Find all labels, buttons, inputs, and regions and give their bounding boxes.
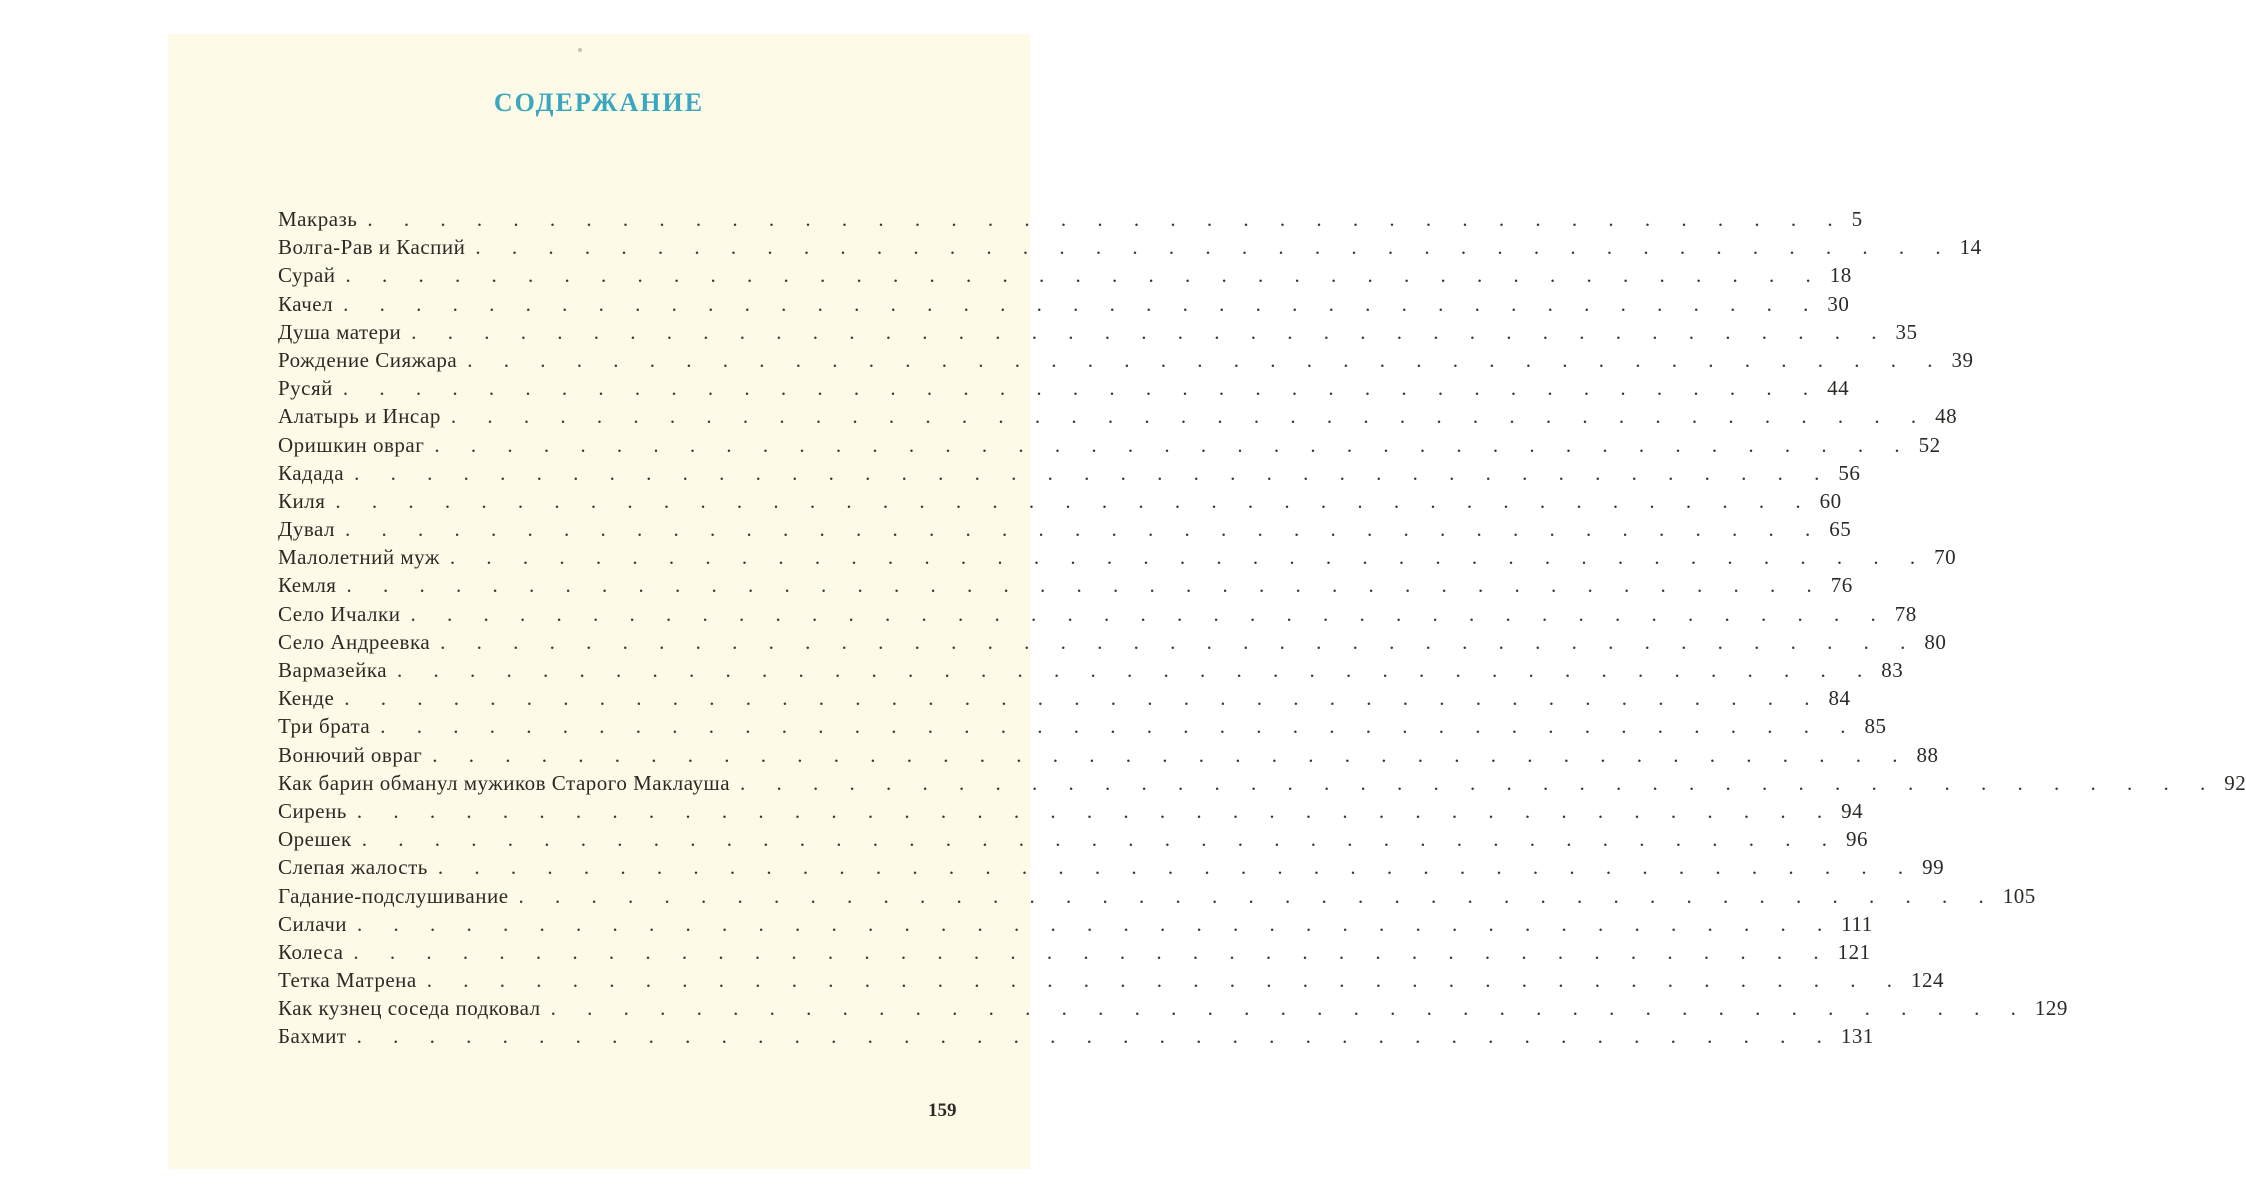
dot-leader: . . . . . . . . . . . . . . . . . . . . . . . . . . . . . . . . . . . . . . . . .	[740, 770, 2219, 795]
toc-entry[interactable]	[278, 235, 1982, 263]
toc-entry-title: Сирень	[278, 798, 347, 823]
toc-entry-page: 131	[1840, 1024, 1874, 1049]
toc-entry[interactable]	[278, 939, 1871, 968]
toc-entry-title: Село Андреевка	[278, 629, 431, 654]
toc-entry-page: 80	[1924, 629, 1947, 654]
toc-entry-page: 56	[1838, 460, 1861, 485]
toc-entry[interactable]	[278, 742, 1939, 771]
toc-entry-page: 35	[1895, 319, 1918, 344]
dot-leader: . . . . . . . . . . . . . . . . . . . . . . . . . . . . . . . . . . . . . . . . .	[335, 488, 1814, 513]
toc-entry-title: Дувал	[278, 517, 335, 542]
toc-entry-title: Орешек	[278, 827, 352, 852]
toc-entry-page: 65	[1829, 517, 1852, 542]
dot-leader: . . . . . . . . . . . . . . . . . . . . . . . . . . . . . . . . . . . . . . . . .	[343, 291, 1822, 316]
toc-entry-page: 94	[1841, 798, 1864, 823]
page-title: СОДЕРЖАНИЕ	[493, 88, 705, 117]
dot-leader: . . . . . . . . . . . . . . . . . . . . . . . . . . . . . . . . . . . . . . . . .	[411, 319, 1890, 344]
toc-entry-title: Как кузнец соседа подковал	[278, 996, 541, 1021]
dot-leader: . . . . . . . . . . . . . . . . . . . . . . . . . . . . . . . . . . . . . . . . .	[356, 1024, 1835, 1049]
toc-entry[interactable]	[278, 263, 1852, 291]
toc-entry[interactable]	[278, 488, 1842, 517]
dot-leader: . . . . . . . . . . . . . . . . . . . . . . . . . . . . . . . . . . . . . . . . .	[550, 996, 2029, 1021]
dot-leader: . . . . . . . . . . . . . . . . . . . . . . . . . . . . . . . . . . . . . . . . .	[353, 939, 1832, 964]
toc-entry-title: Алатырь и Инсар	[278, 404, 441, 429]
toc-entry-page: 60	[1819, 488, 1842, 513]
toc-entry-page: 92	[2224, 770, 2246, 795]
toc-entry-title: Киля	[278, 488, 326, 513]
toc-entry[interactable]	[278, 770, 2246, 799]
dot-leader: . . . . . . . . . . . . . . . . . . . . . . . . . . . . . . . . . . . . . . . . .	[345, 263, 1824, 288]
dot-leader: . . . . . . . . . . . . . . . . . . . . . . . . . . . . . . . . . . . . . . . . .	[426, 968, 1905, 993]
toc-entry[interactable]	[278, 207, 1863, 235]
toc-entry-page: 70	[1934, 545, 1957, 570]
toc-entry-page: 76	[1830, 573, 1853, 598]
toc-entry-title: Как барин обманул мужиков Старого Маклауша	[278, 770, 731, 795]
table-of-contents	[278, 207, 2246, 1053]
toc-entry-page: 84	[1828, 686, 1851, 711]
toc-entry-title: Волга-Рав и Каспий	[278, 235, 466, 260]
dot-leader: . . . . . . . . . . . . . . . . . . . . . . . . . . . . . . . . . . . . . . . . .	[356, 798, 1836, 823]
book-page	[168, 34, 2246, 1169]
toc-entry-page: 85	[1864, 714, 1887, 739]
toc-entry-page: 5	[1851, 207, 1863, 231]
toc-entry[interactable]	[278, 347, 1974, 376]
toc-entry[interactable]	[278, 517, 1852, 545]
toc-entry-page: 111	[1841, 911, 1873, 936]
dot-leader: . . . . . . . . . . . . . . . . . . . . . . . . . . . . . . . . . . . . . . . . .	[357, 911, 1836, 936]
dot-leader: . . . . . . . . . . . . . . . . . . . . . . . . . . . . . . . . . . . . . . . . .	[342, 376, 1822, 401]
dot-leader: . . . . . . . . . . . . . . . . . . . . . . . . . . . . . . . . . . . . . . . . .	[367, 207, 1846, 231]
toc-entry-title: Колеса	[278, 939, 344, 964]
dot-leader: . . . . . . . . . . . . . . . . . . . . . . . . . . . . . . . . . . . . . . . . .	[344, 517, 1824, 542]
dot-leader: . . . . . . . . . . . . . . . . . . . . . . . . . . . . . . . . . . . . . . . . .	[380, 714, 1859, 739]
toc-entry[interactable]	[278, 883, 2036, 912]
toc-entry-page: 88	[1916, 742, 1939, 767]
toc-entry[interactable]	[278, 319, 1918, 348]
toc-entry-page: 83	[1881, 658, 1904, 682]
toc-entry[interactable]	[278, 798, 1864, 827]
dot-leader: . . . . . . . . . . . . . . . . . . . . . . . . . . . . . . . . . . . . . . . . .	[437, 855, 1917, 880]
paper-speck	[578, 48, 582, 52]
toc-entry[interactable]	[278, 601, 1917, 630]
toc-entry[interactable]	[278, 968, 1944, 996]
toc-entry-page: 99	[1922, 855, 1945, 880]
toc-entry-title: Кемля	[278, 573, 337, 598]
toc-entry-title: Душа матери	[278, 319, 402, 344]
toc-entry-page: 124	[1911, 968, 1944, 993]
toc-entry-title: Русяй	[278, 376, 333, 401]
toc-entry[interactable]	[278, 1024, 1874, 1052]
toc-entry[interactable]	[278, 404, 1958, 432]
toc-entry-page: 48	[1935, 404, 1958, 429]
toc-entry[interactable]	[278, 573, 1853, 601]
toc-entry-title: Оришкин овраг	[278, 432, 425, 457]
dot-leader: . . . . . . . . . . . . . . . . . . . . . . . . . . . . . . . . . . . . . . . . .	[475, 235, 1954, 260]
toc-entry-page: 129	[2034, 996, 2068, 1021]
toc-entry-page: 44	[1827, 376, 1850, 401]
toc-entry[interactable]	[278, 629, 1947, 658]
dot-leader: . . . . . . . . . . . . . . . . . . . . . . . . . . . . . . . . . . . . . . . . .	[518, 883, 1997, 908]
toc-entry-title: Рождение Сияжара	[278, 347, 458, 372]
dot-leader: . . . . . . . . . . . . . . . . . . . . . . . . . . . . . . . . . . . . . . . . .	[354, 460, 1833, 485]
dot-leader: . . . . . . . . . . . . . . . . . . . . . . . . . . . . . . . . . . . . . . . . .	[440, 629, 1919, 654]
toc-entry[interactable]	[278, 827, 1868, 855]
toc-entry-title: Бахмит	[278, 1024, 347, 1049]
toc-entry-title: Малолетний муж	[278, 545, 440, 570]
toc-entry[interactable]	[278, 460, 1861, 489]
toc-entry-page: 78	[1894, 601, 1917, 626]
toc-entry-title: Кенде	[278, 686, 335, 711]
toc-entry-page: 30	[1827, 291, 1850, 316]
dot-leader: . . . . . . . . . . . . . . . . . . . . . . . . . . . . . . . . . . . . . . . . .	[432, 742, 1911, 767]
toc-entry-title: Три брата	[278, 714, 371, 739]
dot-leader: . . . . . . . . . . . . . . . . . . . . . . . . . . . . . . . . . . . . . . . . .	[449, 545, 1929, 570]
toc-entry-page: 14	[1959, 235, 1982, 260]
dot-leader: . . . . . . . . . . . . . . . . . . . . . . . . . . . . . . . . . . . . . . . . .	[344, 686, 1823, 711]
toc-entry-page: 105	[2002, 883, 2036, 908]
dot-leader: . . . . . . . . . . . . . . . . . . . . . . . . . . . . . . . . . . . . . . . . .	[361, 827, 1840, 852]
toc-entry-title: Вонючий овраг	[278, 742, 423, 767]
dot-leader: . . . . . . . . . . . . . . . . . . . . . . . . . . . . . . . . . . . . . . . . .	[410, 601, 1889, 626]
toc-entry-title: Силачи	[278, 911, 348, 936]
dot-leader: . . . . . . . . . . . . . . . . . . . . . . . . . . . . . . . . . . . . . . . . .	[450, 404, 1930, 429]
toc-entry-title: Гадание-подслушивание	[278, 883, 509, 908]
toc-entry[interactable]	[278, 376, 1850, 404]
dot-leader: . . . . . . . . . . . . . . . . . . . . . . . . . . . . . . . . . . . . . . . . .	[346, 573, 1825, 598]
toc-entry[interactable]	[278, 658, 1904, 686]
toc-entry[interactable]	[278, 545, 1957, 573]
toc-entry-page: 18	[1829, 263, 1852, 288]
page-number: 159	[928, 1100, 957, 1121]
toc-entry[interactable]	[278, 996, 2068, 1024]
toc-entry-page: 52	[1918, 432, 1941, 457]
toc-entry-title: Сурай	[278, 263, 336, 288]
toc-entry[interactable]	[278, 911, 1873, 940]
toc-entry-title: Макразь	[278, 207, 358, 231]
dot-leader: . . . . . . . . . . . . . . . . . . . . . . . . . . . . . . . . . . . . . . . . .	[434, 432, 1913, 457]
toc-entry[interactable]	[278, 855, 1945, 883]
toc-entry-title: Село Ичалки	[278, 601, 401, 626]
toc-entry-title: Кадада	[278, 460, 345, 485]
toc-entry-title: Качел	[278, 291, 334, 316]
dot-leader: . . . . . . . . . . . . . . . . . . . . . . . . . . . . . . . . . . . . . . . . .	[467, 347, 1946, 372]
dot-leader: . . . . . . . . . . . . . . . . . . . . . . . . . . . . . . . . . . . . . . . . .	[397, 658, 1876, 682]
toc-entry-page: 39	[1951, 347, 1974, 372]
toc-entry[interactable]	[278, 686, 1851, 714]
toc-entry-page: 121	[1837, 939, 1871, 964]
toc-entry[interactable]	[278, 432, 1941, 461]
toc-entry[interactable]	[278, 714, 1887, 742]
toc-entry-title: Вармазейка	[278, 658, 388, 682]
toc-entry[interactable]	[278, 291, 1850, 320]
toc-entry-page: 96	[1845, 827, 1868, 852]
toc-entry-title: Тетка Матрена	[278, 968, 417, 993]
toc-entry-title: Слепая жалость	[278, 855, 428, 880]
